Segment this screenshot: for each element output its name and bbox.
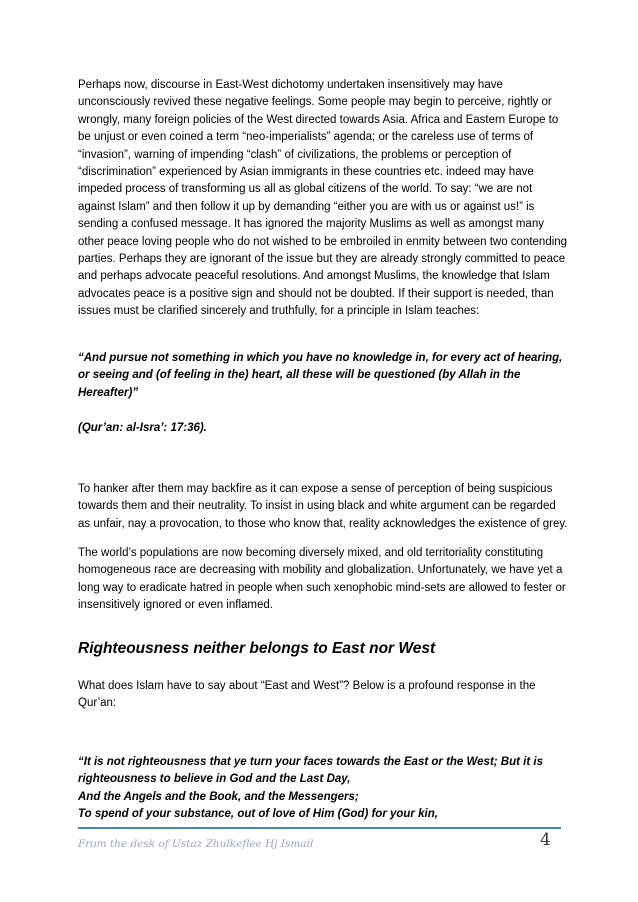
text-line: other peace loving people who do not wished to be embroiled in enmity between two contending [78, 235, 568, 248]
paragraph-world-populations [78, 545, 566, 615]
quote-line: “It is not righteousness that ye turn your faces towards the East or the West; But it is [78, 756, 543, 768]
text-line: To hanker after them may backfire as it can expose a sense of perception of being suspicious [78, 483, 553, 495]
quote-line: Hereafter)” [78, 386, 139, 399]
text-line: “invasion”, warning of impending “clash” of civilizations, the problems or perception of [78, 148, 512, 161]
text-line: parties. Perhaps they are ignorant of the issue but they are already strongly committed to peace [78, 253, 566, 266]
quote-line: or seeing and (of feeling in the) heart, all these will be questioned (by Allah in the [78, 369, 521, 382]
text-line: sending a confused message. It has ignored the majority Muslims as well as amongst many [78, 218, 544, 231]
text-line: long way to eradicate hatred in people when such xenophobic mind-sets are allowed to fester or [78, 581, 566, 594]
text-line: The world’s populations are now becoming diversely mixed, and old territoriality constituting [78, 547, 544, 559]
text-line: be unjust or even coined a term “neo-imperialists” agenda; or the careless use of terms of [78, 131, 534, 144]
text-line: towards them and their neutrality. To insist in using black and white argument can be regarded [78, 500, 556, 513]
paragraph-east-west-dichotomy [78, 77, 568, 321]
text-line: unconsciously revived these negative feelings. Some people may begin to perceive, rightly or [78, 96, 552, 109]
text-line: issues must be clarified sincerely and truthfully, for a principle in Islam teaches: [78, 305, 480, 318]
quote-reference: (Qur’an: al-Isra’: 17:36). [78, 422, 207, 434]
text-line: “discrimination” experienced by Asian immigrants in these countries etc. indeed may have [78, 166, 534, 179]
quote-line: And the Angels and the Book, and the Messengers; [78, 790, 359, 803]
text-line: insensitively ignored or even inflamed. [78, 599, 273, 612]
paragraph-black-and-white [78, 481, 568, 533]
paragraph-east-and-west-question [78, 678, 562, 713]
text-line: homogeneous race are decreasing with mobility and globalization. Unfortunately, we have yet a [78, 564, 563, 577]
text-line: as unfair, nay a provocation, to those who know that, reality acknowledges the existence of grey. [78, 517, 568, 530]
text-line: advocates peace is a positive sign and should not be doubted. If their support is needed, than [78, 287, 554, 300]
text-line: What does Islam have to say about “East and West”? Below is a profound response in the [78, 680, 536, 692]
section-heading: Righteousness neither belongs to East nor West [78, 640, 436, 657]
footer-rule [78, 827, 561, 829]
quran-quote-righteousness [78, 754, 562, 824]
footer-credit: From the desk of Ustaz Zhulkeflee Hj Ismail [78, 838, 314, 850]
text-line: wrongly, many foreign policies of the West directed towards Asia. Africa and Eastern Europe to [78, 113, 559, 126]
text-line: against Islam” and then follow it up by demanding “either you are with us or against us!” is [78, 200, 535, 213]
page-number: 4 [540, 830, 551, 850]
text-line: Perhaps now, discourse in East-West dichotomy undertaken insensitively may have [78, 79, 503, 91]
quote-line: “And pursue not something in which you have no knowledge in, for every act of hearing, [78, 352, 563, 364]
text-line: impeded process of transforming us all as global citizens of the world. To say: “we are not [78, 183, 533, 196]
quran-quote-al-isra [78, 350, 562, 402]
quote-line: To spend of your substance, out of love of Him (God) for your kin, [78, 808, 438, 821]
text-line: Qur’an: [78, 697, 117, 710]
text-line: and perhaps advocate peaceful resolutions. And amongst Muslims, the knowledge that Islam [78, 270, 550, 283]
quote-line: righteousness to believe in God and the Last Day, [78, 773, 351, 786]
